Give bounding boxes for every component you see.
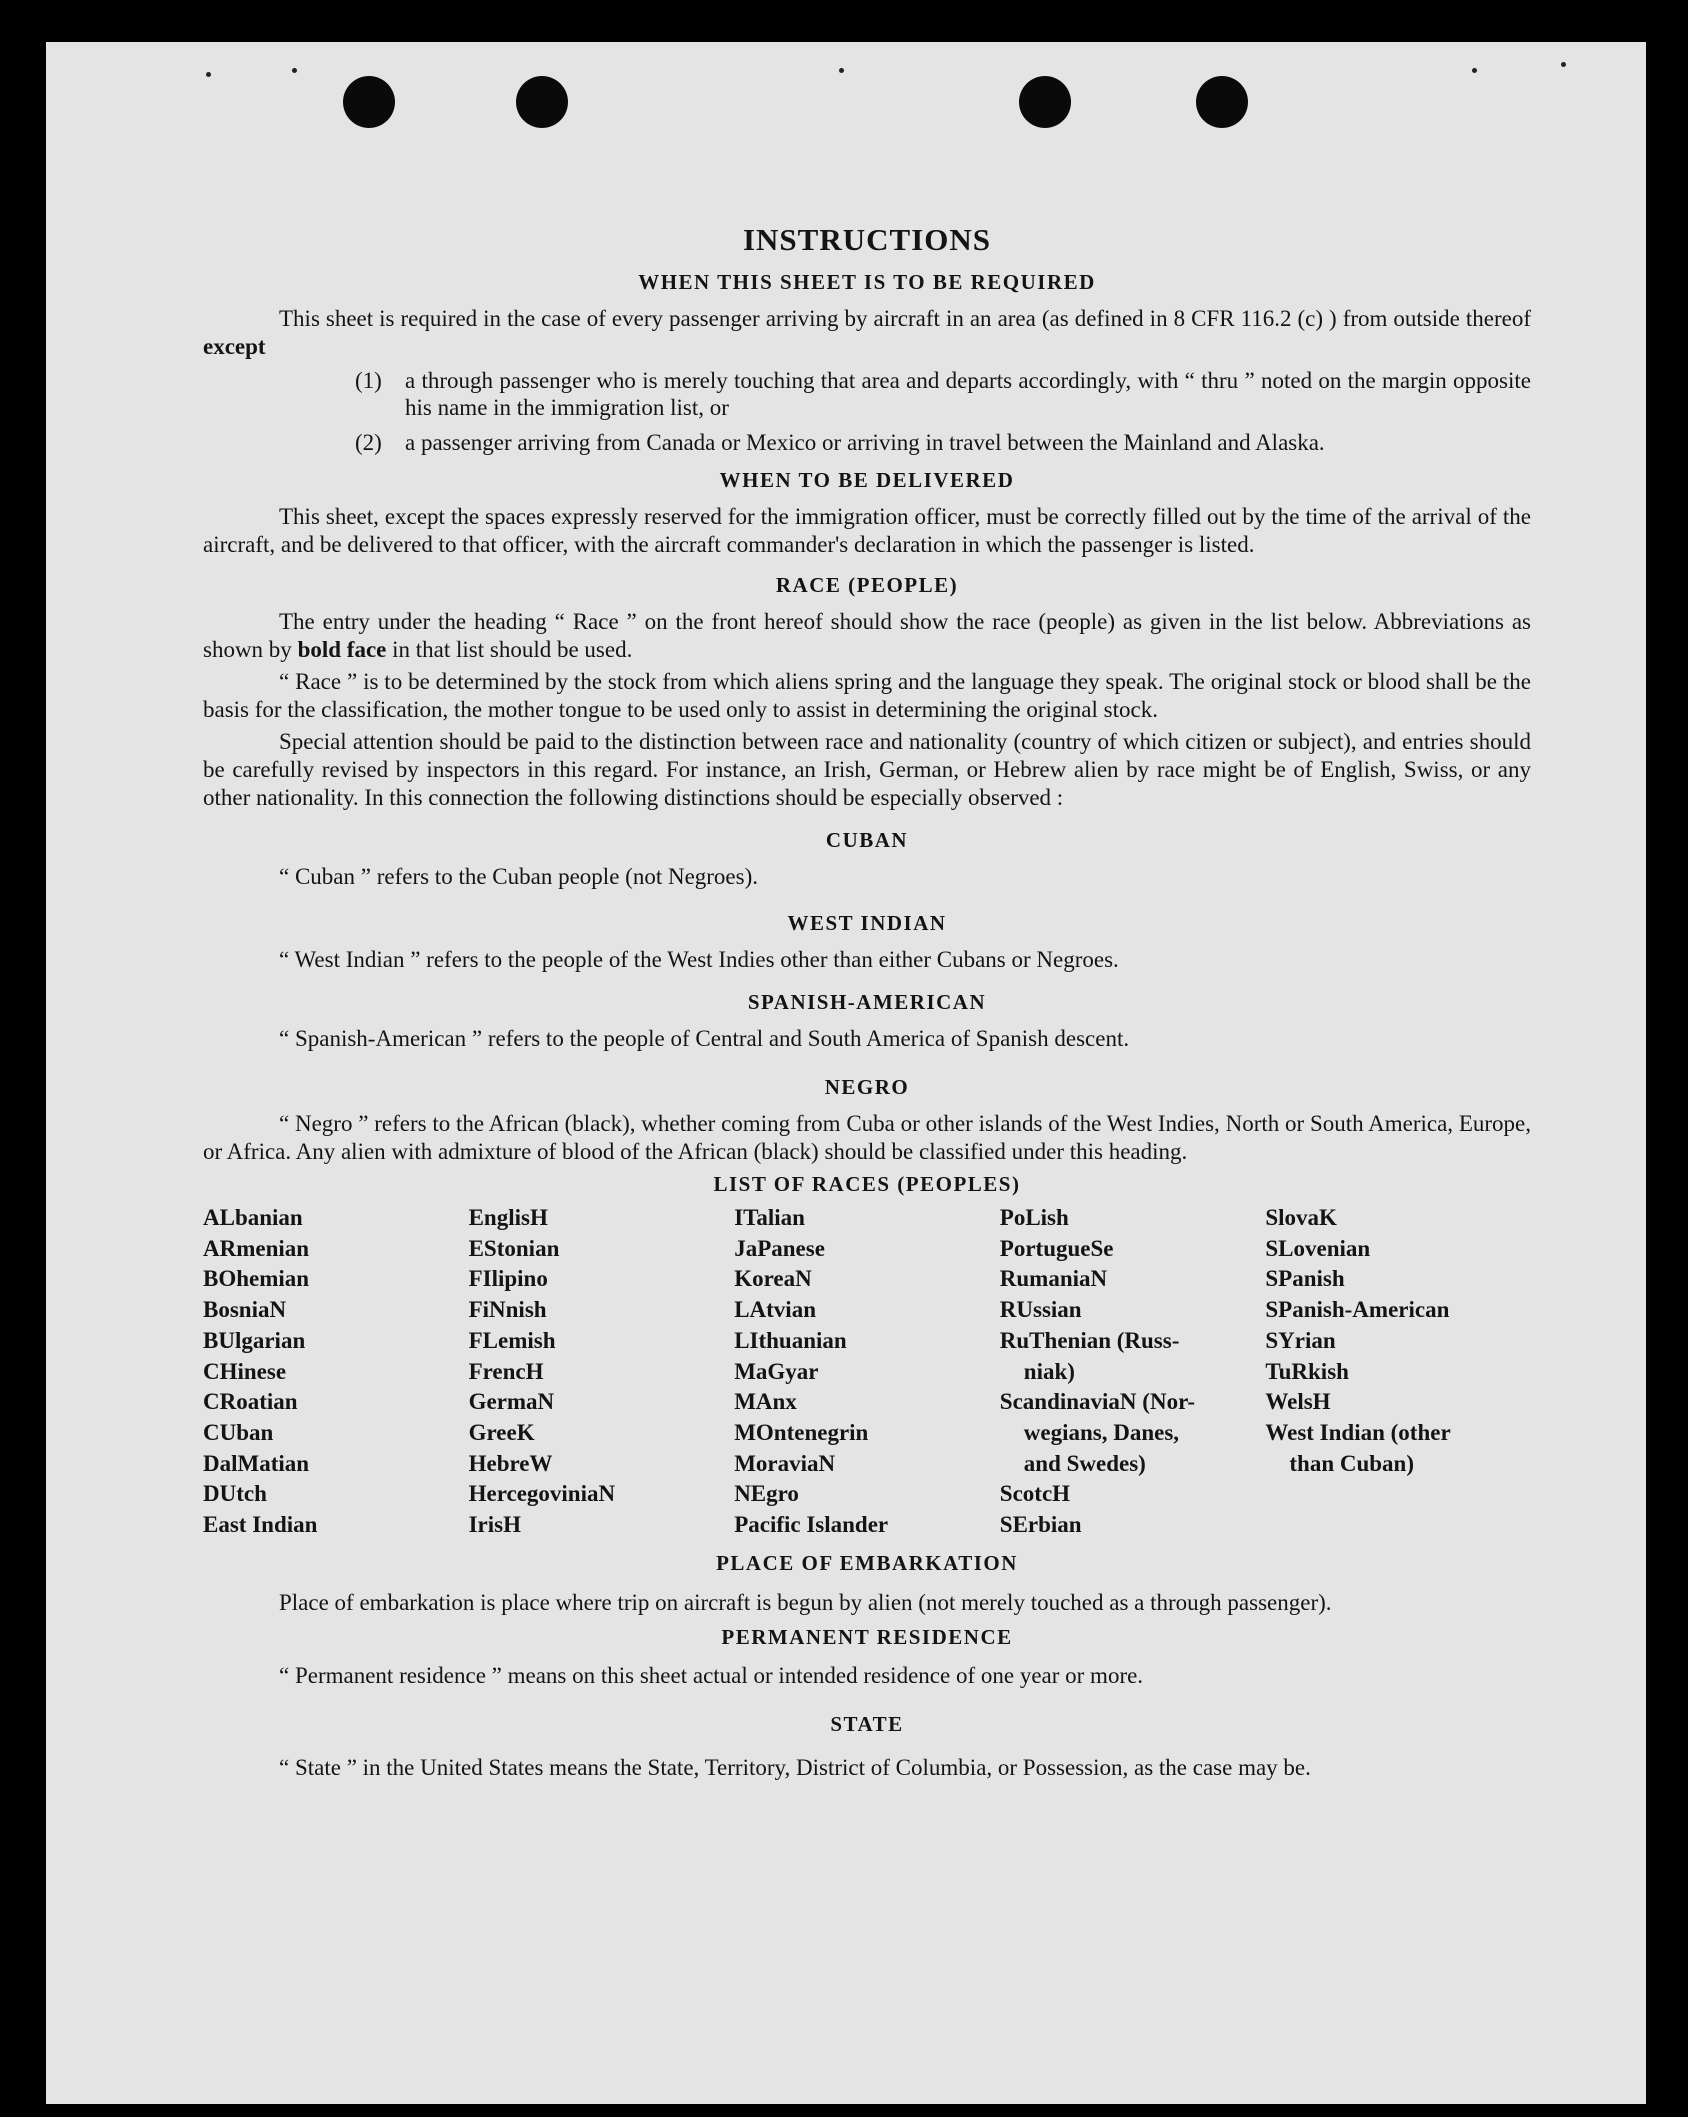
- race-item: WelsH: [1265, 1389, 1331, 1415]
- race-item: RUssian: [999, 1297, 1082, 1323]
- document-page: [46, 42, 1646, 2104]
- race-item: niak): [1023, 1358, 1075, 1384]
- race-item: MaGyar: [734, 1358, 819, 1384]
- speck: [206, 72, 211, 77]
- race-item: CHinese: [203, 1358, 287, 1384]
- paragraph-race-2: “ Race ” is to be determined by the stock from which aliens spring and the language they speak. The original stock or blood shall be the basis for the classification, the mother tongue to be used only to assist in determining the original stock.: [203, 669, 1531, 722]
- race-item: ScandinaviaN (Nor-: [999, 1389, 1196, 1415]
- heading-spanish-american: SPANISH-AMERICAN: [747, 990, 987, 1014]
- race-item: than Cuban): [1289, 1450, 1415, 1476]
- paragraph-race-1: The entry under the heading “ Race ” on the front hereof should show the race (people) as given in the list below. Abbreviations as shown by bold face in that list should be used.: [203, 609, 1531, 662]
- punch-hole: [343, 76, 395, 128]
- heading-cuban: CUBAN: [825, 828, 909, 852]
- race-item: BosniaN: [203, 1297, 287, 1323]
- race-item: CUban: [203, 1419, 274, 1445]
- race-item: PoLish: [999, 1205, 1069, 1230]
- instructions-content: [203, 170, 1531, 1784]
- race-item: IrisH: [468, 1512, 521, 1538]
- heading-race: RACE (PEOPLE): [775, 573, 959, 597]
- race-item: EStonian: [468, 1235, 560, 1261]
- race-item: JaPanese: [734, 1235, 825, 1261]
- race-item: West Indian (other: [1265, 1419, 1451, 1445]
- race-item: DUtch: [203, 1481, 267, 1507]
- race-item: CRoatian: [203, 1389, 298, 1415]
- punch-hole: [1196, 76, 1248, 128]
- heading-negro: NEGRO: [824, 1075, 910, 1099]
- speck: [292, 68, 297, 73]
- race-item: ARmenian: [203, 1235, 310, 1261]
- heading-place-of-embarkation: PLACE OF EMBARKATION: [716, 1550, 1018, 1575]
- races-column-4: [1000, 1203, 1266, 1541]
- race-item: ScotcH: [999, 1481, 1071, 1507]
- race-item: wegians, Danes,: [1023, 1419, 1180, 1445]
- race-item: TuRkish: [1265, 1358, 1349, 1384]
- race-item: FrencH: [468, 1358, 544, 1384]
- paragraph-embarkation: Place of embarkation is place where trip on aircraft is begun by alien (not merely touched as a through passenger).: [279, 1589, 1332, 1615]
- speck: [1472, 68, 1477, 73]
- race-item: GreeK: [468, 1419, 535, 1445]
- paragraph-required: This sheet is required in the case of every passenger arriving by aircraft in an area (as defined in 8 CFR 116.2 (c) ) from outside thereof except: [203, 306, 1531, 359]
- paragraph-delivered: This sheet, except the spaces expressly reserved for the immigration officer, must be correctly filled out by the time of the arrival of the aircraft, and be delivered to that officer, with the aircraft commander's declaration in which the passenger is listed.: [203, 504, 1531, 557]
- paragraph-state: “ State ” in the United States means the State, Territory, District of Columbia, or Possession, as the case may be.: [279, 1754, 1311, 1780]
- race-item: LAtvian: [734, 1297, 816, 1323]
- page-title: INSTRUCTIONS: [742, 222, 991, 257]
- race-item: SPanish-American: [1265, 1297, 1450, 1323]
- race-item: BOhemian: [203, 1266, 310, 1292]
- race-item: GermaN: [468, 1389, 555, 1415]
- exception-item-1: (1) a through passenger who is merely touching that area and departs accordingly, with “ thru ” noted on the margin opposite his name in the immigration list, or: [355, 368, 1531, 420]
- heading-west-indian: WEST INDIAN: [787, 911, 947, 935]
- race-item: RuThenian (Russ-: [999, 1327, 1180, 1353]
- race-item: ALbanian: [203, 1205, 303, 1230]
- race-item: MOntenegrin: [734, 1419, 869, 1445]
- heading-permanent-residence: PERMANENT RESIDENCE: [721, 1624, 1013, 1649]
- paragraph-negro: “ Negro ” refers to the African (black), whether coming from Cuba or other islands of the West Indies, North or South America, Europe, or Africa. Any alien with admixture of blood of the African (black) should be classified under this heading.: [203, 1111, 1531, 1164]
- paragraph-west-indian: “ West Indian ” refers to the people of the West Indies other than either Cubans or Negroes.: [279, 947, 1119, 972]
- races-column-3: [734, 1203, 1000, 1541]
- race-item: MAnx: [734, 1389, 797, 1415]
- race-item: DalMatian: [203, 1450, 310, 1476]
- punch-hole: [1019, 76, 1071, 128]
- speck: [839, 68, 844, 73]
- heading-list-of-races: LIST OF RACES (PEOPLES): [713, 1172, 1021, 1196]
- races-column-1: [203, 1203, 469, 1541]
- race-item: PortugueSe: [999, 1235, 1114, 1261]
- race-item: SPanish: [1265, 1266, 1345, 1292]
- race-item: SlovaK: [1265, 1205, 1337, 1230]
- paragraph-cuban: “ Cuban ” refers to the Cuban people (not Negroes).: [279, 864, 759, 889]
- paragraph-race-3: Special attention should be paid to the distinction between race and nationality (country of which citizen or subject), and entries should be carefully revised by inspectors in this regard. For instance, an Irish, German, or Hebrew alien by race might be of English, Swiss, or any other nationality. In this connection the following distinctions should be especially observed :: [203, 729, 1531, 810]
- race-item: SLovenian: [1265, 1235, 1371, 1261]
- heading-state: STATE: [830, 1711, 904, 1736]
- race-item: and Swedes): [1023, 1450, 1146, 1476]
- race-item: KoreaN: [734, 1266, 812, 1292]
- races-column-5: [1265, 1203, 1531, 1541]
- heading-when-required: WHEN THIS SHEET IS TO BE REQUIRED: [638, 270, 1096, 294]
- race-item: FLemish: [468, 1327, 556, 1353]
- race-item: RumaniaN: [999, 1266, 1108, 1292]
- race-item: MoraviaN: [734, 1450, 836, 1476]
- races-list: [203, 1203, 1531, 1541]
- race-item: BUlgarian: [203, 1327, 306, 1353]
- race-item: HebreW: [468, 1450, 553, 1476]
- exception-item-2: (2) a passenger arriving from Canada or Mexico or arriving in travel between the Mainland and Alaska.: [355, 430, 1325, 455]
- speck: [1561, 62, 1566, 67]
- race-item: FIlipino: [468, 1266, 548, 1292]
- race-item: EnglisH: [468, 1205, 548, 1230]
- race-item: Pacific Islander: [734, 1512, 889, 1538]
- race-item: SErbian: [999, 1512, 1082, 1538]
- race-item: SYrian: [1265, 1327, 1336, 1353]
- race-item: East Indian: [203, 1512, 318, 1538]
- races-column-2: [469, 1203, 735, 1541]
- race-item: FiNnish: [468, 1297, 547, 1323]
- punch-hole: [516, 76, 568, 128]
- race-item: HercegoviniaN: [468, 1481, 616, 1507]
- race-item: ITalian: [734, 1205, 805, 1230]
- paragraph-residence: “ Permanent residence ” means on this sheet actual or intended residence of one year or more.: [279, 1662, 1144, 1688]
- heading-when-delivered: WHEN TO BE DELIVERED: [719, 468, 1015, 492]
- race-item: NEgro: [734, 1481, 799, 1507]
- paragraph-spanish-american: “ Spanish-American ” refers to the people of Central and South America of Spanish descent.: [279, 1026, 1130, 1051]
- race-item: LIthuanian: [734, 1327, 847, 1353]
